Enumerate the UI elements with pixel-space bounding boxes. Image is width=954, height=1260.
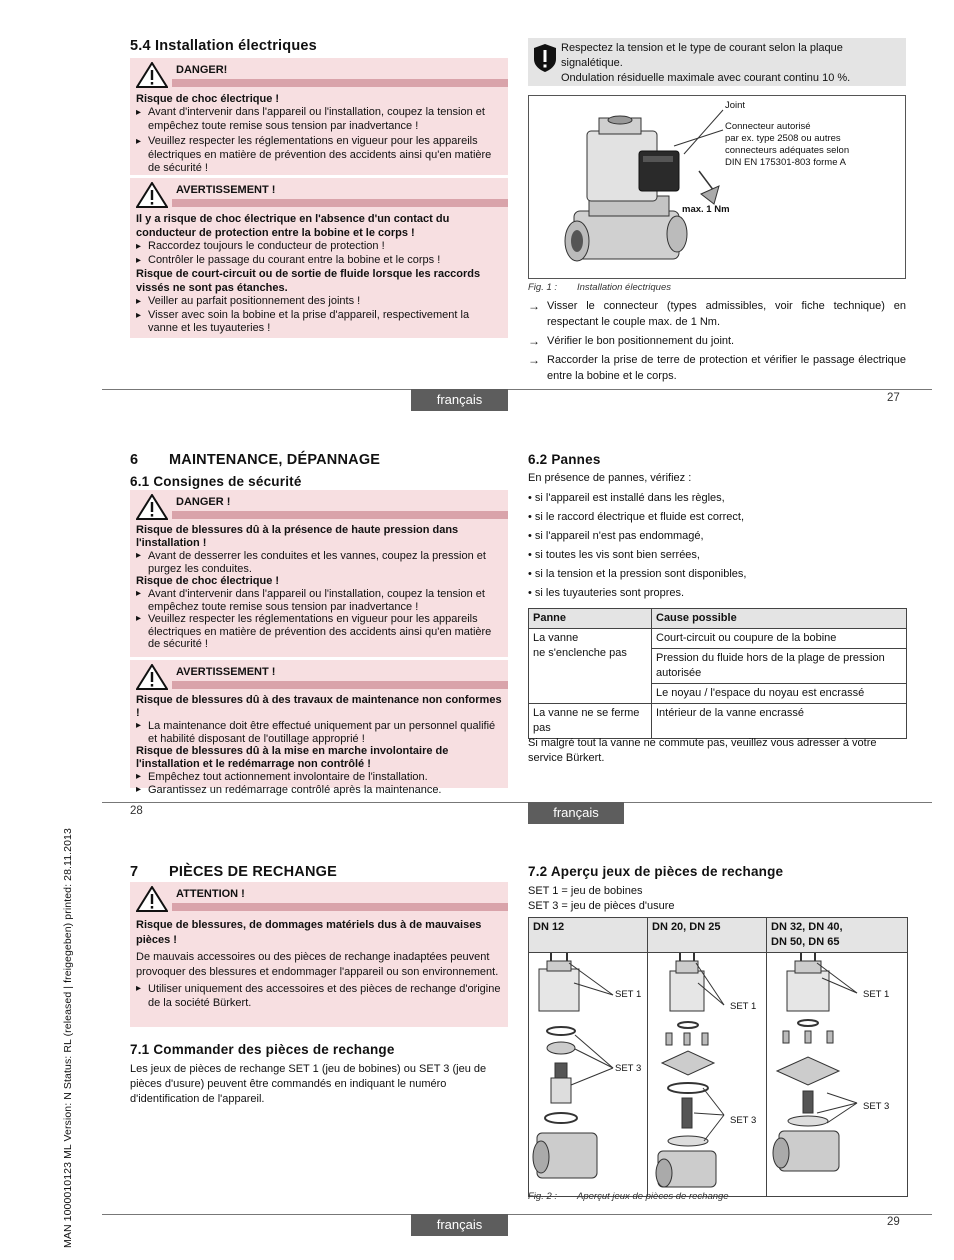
- danger-list-1: [136, 550, 502, 575]
- attention-bar: [172, 903, 508, 911]
- check-item: • si la tension et la pression sont disponibles,: [528, 568, 747, 580]
- set3-label: SET 3: [615, 1063, 642, 1074]
- warning-triangle-icon: [136, 886, 168, 912]
- page-number: 29: [887, 1216, 900, 1228]
- set3-label: SET 3: [730, 1115, 757, 1126]
- table-header-row: [529, 609, 907, 629]
- attention-box: [130, 882, 508, 1027]
- attention-header: [136, 886, 502, 912]
- fig-label-connector: Connecteur autorisé par ex. type 2508 ou autres connecteurs adéquates selon DIN EN 175301-803 forme A: [725, 121, 850, 168]
- danger-header: [136, 62, 502, 88]
- set3-label: SET 3: [863, 1101, 890, 1112]
- closing-text: Si malgré tout la vanne ne commute pas, veuillez vous adresser à votre service Bürkert.: [528, 737, 877, 764]
- page-number: 28: [130, 805, 143, 817]
- figure-caption-number: Fig. 2 :: [528, 1191, 558, 1202]
- warning-item: ▸ Visser avec soin la bobine et la prise d'appareil, respectivement la vanne et les tuyauteries !: [136, 309, 502, 336]
- danger-header: [136, 494, 502, 520]
- section-heading-7-2: 7.2 Aperçu jeux de pièces de rechange: [528, 864, 784, 879]
- fault-table: [528, 608, 907, 739]
- spare-cell-dn32-65: [767, 953, 908, 1197]
- page-number: 27: [887, 392, 900, 404]
- figure-caption-number: Fig. 1 :: [528, 282, 558, 293]
- page-divider: [102, 389, 932, 390]
- step-item: → Raccorder la prise de terre de protection et vérifier le passage électrique entre la bobine et le corps.: [528, 352, 906, 384]
- table-header-panne: Panne: [529, 609, 652, 629]
- warning-item: ▸ Contrôler le passage du courant entre la bobine et le corps !: [136, 254, 502, 268]
- table-cell-cause: Pression du fluide hors de la plage de pression autorisée: [652, 649, 907, 684]
- danger-box: [130, 490, 508, 657]
- warning-list-1: [136, 240, 502, 267]
- check-item: • si toutes les vis sont bien serrées,: [528, 549, 700, 561]
- attention-body: De mauvais accessoires ou des pièces de rechange inadaptées peuvent provoquer des blessures et endommager l'appareil ou son environnement.: [136, 951, 499, 978]
- section-number-7: 7: [130, 864, 139, 880]
- spare-cell-dn20-25: [648, 953, 767, 1197]
- warning-list-2: [136, 771, 502, 796]
- warning-item: ▸ Veiller au parfait positionnement des joints !: [136, 295, 502, 309]
- table-row: [529, 704, 907, 739]
- danger-bar: [172, 79, 508, 87]
- danger-item: ▸ Avant de desserrer les conduites et les vannes, coupez la pression et purgez les conduites.: [136, 550, 502, 575]
- step-item: → Visser le connecteur (types admissibles, voir fiche technique) en respectant le couple max. de 1 Nm.: [528, 298, 906, 330]
- warning-label: AVERTISSEMENT !: [176, 666, 276, 678]
- fig-label-torque: max. 1 Nm: [682, 204, 730, 215]
- warning-header: [136, 664, 502, 690]
- table-cell-cause: Intérieur de la vanne encrassé: [652, 704, 907, 739]
- danger-list-2: [136, 588, 502, 651]
- warning-box: [130, 660, 508, 796]
- set1-label: SET 1: [730, 1001, 757, 1012]
- fig-label-joint: Joint: [725, 100, 746, 111]
- check-item: • si les tuyauteries sont propres.: [528, 587, 685, 599]
- language-tab: français: [411, 389, 508, 411]
- warning-box: [130, 178, 508, 338]
- exploded-view-dn20-25: [648, 953, 766, 1191]
- spare-cell-dn12: [529, 953, 648, 1197]
- danger-label: DANGER !: [176, 496, 231, 508]
- troubleshoot-intro: En présence de pannes, vérifiez :: [528, 472, 692, 484]
- note-text: Respectez la tension et le type de courant selon la plaque signalétique. Ondulation résiduelle maximale avec courant continu 10 %.: [561, 42, 851, 84]
- warning-triangle-icon: [136, 62, 168, 88]
- warning-list-2: [136, 295, 502, 336]
- danger-title-1: Risque de blessures dû à la présence de haute pression dans l'installation !: [136, 524, 459, 549]
- warning-triangle-icon: [136, 664, 168, 690]
- order-text: Les jeux de pièces de rechange SET 1 (jeu de bobines) ou SET 3 (jeu de pièces d'usure) peuvent être commandés en indiquant le numéro d'identification de l'appareil.: [130, 1063, 487, 1105]
- danger-list: [136, 106, 502, 176]
- warning-item: ▸ Empêchez tout actionnement involontaire de l'installation.: [136, 771, 502, 784]
- warning-header: [136, 182, 502, 208]
- set3-definition: SET 3 = jeu de pièces d'usure: [528, 900, 675, 912]
- danger-box: [130, 58, 508, 175]
- document-status-side-text: MAN 1000010123 ML Version: N Status: RL (released | freigegeben) printed: 28.11.2013: [62, 828, 74, 1248]
- table-cell-panne: La vanne ne se ferme pas: [529, 704, 652, 739]
- set1-label: SET 1: [863, 989, 890, 1000]
- warning-item: ▸ La maintenance doit être effectué uniquement par un personnel qualifié et habilité disposant de l'outillage approprié !: [136, 720, 502, 745]
- table-row: [529, 629, 907, 649]
- warning-label: AVERTISSEMENT !: [176, 184, 276, 196]
- attention-title: Risque de blessures, de dommages matériels dus à de mauvaises pièces !: [136, 919, 482, 946]
- section-number-6: 6: [130, 452, 139, 468]
- page-divider: [102, 1214, 932, 1215]
- warning-item: ▸ Garantissez un redémarrage contrôlé après la maintenance.: [136, 784, 502, 797]
- figure-caption: Aperçut jeux de pièces de rechange: [577, 1191, 729, 1202]
- set1-label: SET 1: [615, 989, 642, 1000]
- warning-title-2: Risque de court-circuit ou de sortie de fluide lorsque les raccords vissés ne sont pas étanches.: [136, 268, 481, 294]
- danger-bar: [172, 511, 508, 519]
- danger-title-2: Risque de choc électrique !: [136, 575, 280, 587]
- table-row: [529, 953, 908, 1197]
- check-item: • si l'appareil n'est pas endommagé,: [528, 530, 704, 542]
- troubleshoot-checks: [528, 489, 906, 603]
- section-heading-6-1: 6.1 Consignes de sécurité: [130, 474, 302, 489]
- danger-label: DANGER!: [176, 64, 228, 76]
- warning-triangle-icon: [136, 494, 168, 520]
- table-cell-cause: Court-circuit ou coupure de la bobine: [652, 629, 907, 649]
- figure-caption: Installation électriques: [577, 282, 671, 293]
- section-heading-7: PIÈCES DE RECHANGE: [169, 864, 337, 880]
- section-heading-6: MAINTENANCE, DÉPANNAGE: [169, 452, 381, 468]
- attention-item: ▸ Utiliser uniquement des accessoires et des pièces de rechange d'origine de la société Bürkert.: [136, 982, 502, 1010]
- warning-item: ▸ Raccordez toujours le conducteur de protection !: [136, 240, 502, 254]
- warning-triangle-icon: [136, 182, 168, 208]
- table-cell-cause: Le noyau / l'espace du noyau est encrassé: [652, 684, 907, 704]
- section-heading-7-1: 7.1 Commander des pièces de rechange: [130, 1042, 395, 1057]
- danger-title: Risque de choc électrique !: [136, 93, 280, 105]
- danger-item: ▸ Veuillez respecter les réglementations en vigueur pour les appareils électriques en matière de prévention des accidents ainsi qu'en matière de sécurité !: [136, 135, 502, 176]
- spare-parts-table: [528, 917, 908, 1197]
- language-tab: français: [411, 1214, 508, 1236]
- section-heading-6-2: 6.2 Pannes: [528, 452, 601, 467]
- col-dn32-65: DN 32, DN 40, DN 50, DN 65: [767, 918, 908, 953]
- page-divider: [102, 802, 932, 803]
- figure-installation: [528, 95, 906, 279]
- table-cell-panne: La vanne ne s'enclenche pas: [529, 629, 652, 704]
- warning-bar: [172, 681, 508, 689]
- col-dn20-25: DN 20, DN 25: [648, 918, 767, 953]
- step-item: → Vérifier le bon positionnement du joint.: [528, 333, 906, 349]
- warning-bar: [172, 199, 508, 207]
- col-dn12: DN 12: [529, 918, 648, 953]
- language-tab: français: [528, 802, 624, 824]
- attention-label: ATTENTION !: [176, 888, 245, 900]
- danger-item: ▸ Avant d'intervenir dans l'appareil ou l'installation, coupez la tension et empêchez toute remise sous tension par inadvertance !: [136, 588, 502, 613]
- danger-item: ▸ Avant d'intervenir dans l'appareil ou l'installation, coupez la tension et empêchez toute remise sous tension par inadvertance !: [136, 106, 502, 133]
- note-box: [528, 38, 906, 86]
- table-header-cause: Cause possible: [652, 609, 907, 629]
- installation-steps: [528, 298, 906, 387]
- warning-title-1: Il y a risque de choc électrique en l'absence d'un contact du conducteur de protection entre la bobine et le corps !: [136, 213, 450, 239]
- attention-list: [136, 982, 502, 1010]
- check-item: • si le raccord électrique et fluide est correct,: [528, 511, 744, 523]
- set1-definition: SET 1 = jeu de bobines: [528, 885, 643, 897]
- check-item: • si l'appareil est installé dans les règles,: [528, 492, 725, 504]
- warning-list-1: [136, 720, 502, 745]
- warning-title-2: Risque de blessures dû à la mise en marche involontaire de l'installation et le redémarrage non contrôlé !: [136, 745, 449, 770]
- table-header-row: [529, 918, 908, 953]
- warning-title-1: Risque de blessures dû à des travaux de maintenance non conformes !: [136, 694, 502, 719]
- exclamation-icon: [532, 43, 558, 73]
- danger-item: ▸ Veuillez respecter les réglementations en vigueur pour les appareils électriques en matière de prévention des accidents ainsi qu'en matière de sécurité !: [136, 613, 502, 651]
- section-heading-5-4: 5.4 Installation électriques: [130, 38, 317, 54]
